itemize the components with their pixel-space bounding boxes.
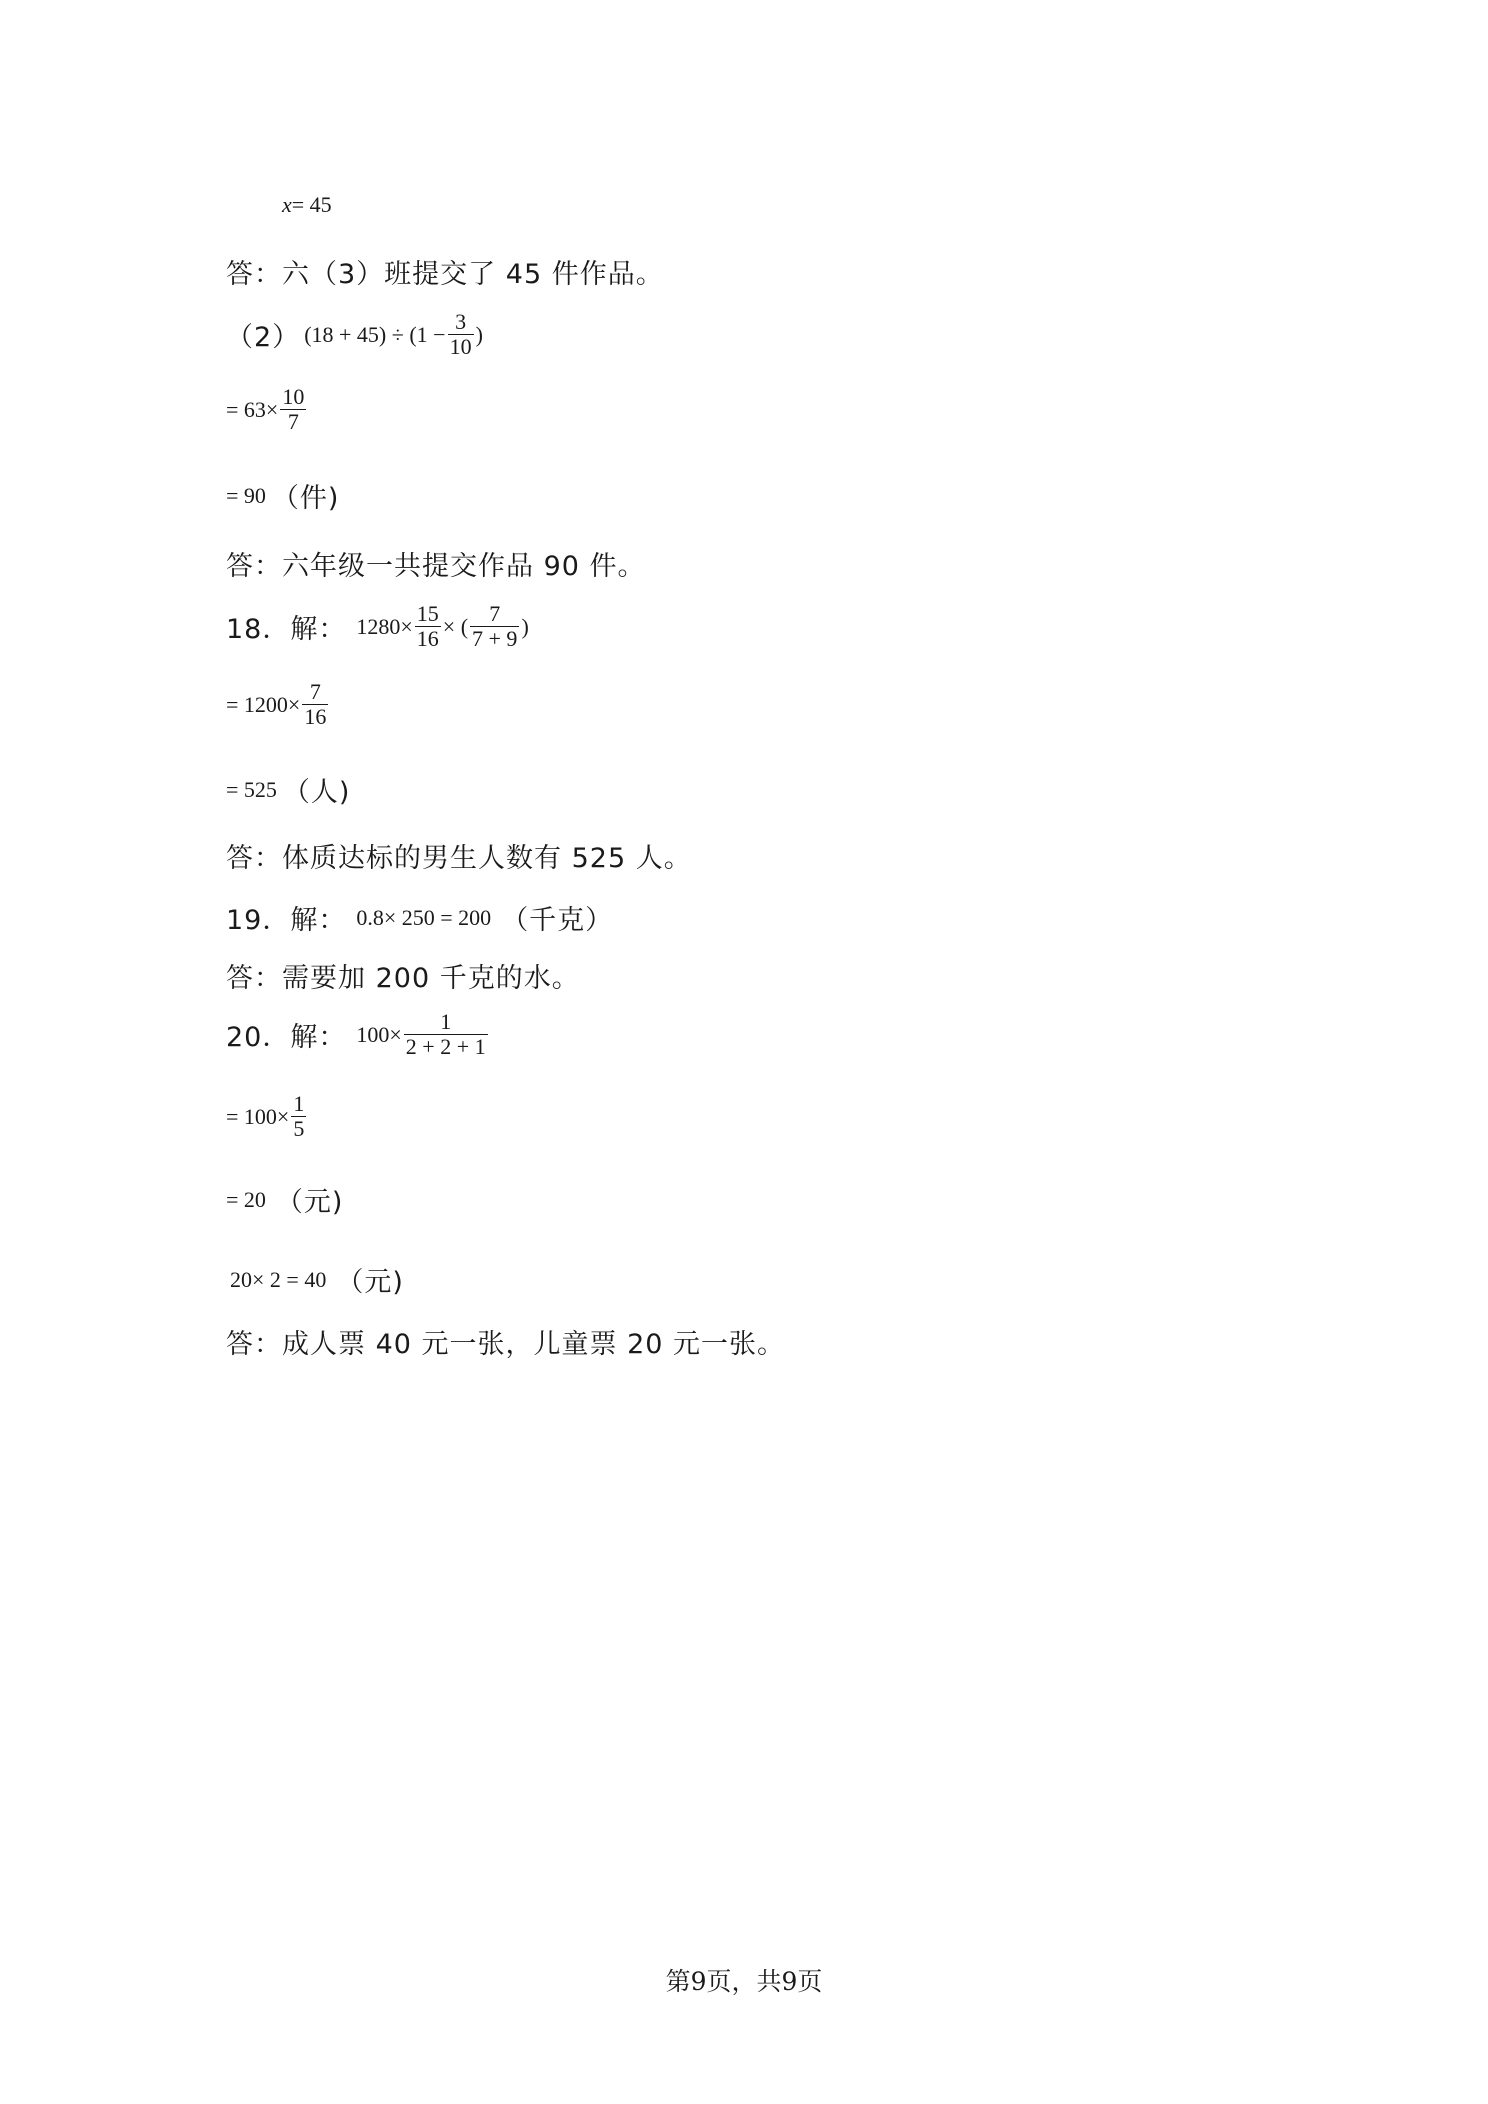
expression-text: 0.8× 250 = 200	[356, 904, 492, 930]
equation-line	[226, 1092, 308, 1141]
equation-text: = 63×	[226, 396, 279, 422]
equation-line	[226, 385, 308, 434]
equation-text: = 100×	[226, 1103, 290, 1129]
equation-line	[282, 192, 332, 218]
variable: x	[282, 192, 292, 217]
fraction-numerator: 3	[455, 309, 467, 334]
question-label: 18．解：	[226, 614, 347, 645]
equation-text: = 45	[291, 192, 332, 217]
fraction-denominator: 7	[287, 409, 299, 434]
expression-text: 1280×	[356, 613, 413, 639]
fraction	[302, 680, 328, 729]
fraction-denominator: 7 + 9	[472, 626, 518, 651]
fraction	[470, 602, 519, 651]
fraction	[448, 310, 474, 359]
equation-text: = 1200×	[226, 691, 301, 717]
question-label: 19．解：	[226, 905, 347, 936]
fraction-numerator: 15	[416, 601, 439, 626]
expression-text: × (	[442, 613, 469, 639]
equation-line	[226, 1180, 343, 1219]
fraction-denominator: 10	[449, 334, 472, 359]
equation-text: 20× 2 = 40	[230, 1266, 327, 1292]
equation-line	[230, 1260, 404, 1299]
question-label: （2）	[226, 322, 301, 353]
fraction-denominator: 16	[304, 704, 327, 729]
expression-text: )	[475, 321, 483, 347]
equation-text: = 20	[226, 1186, 266, 1212]
fraction-denominator: 2 + 2 + 1	[405, 1034, 486, 1059]
fraction-numerator: 1	[440, 1009, 452, 1034]
equation-line	[226, 476, 339, 515]
answer-line: 答：体质达标的男生人数有 525 人。	[226, 843, 692, 874]
answer-line: 答：六年级一共提交作品 90 件。	[226, 551, 646, 582]
unit-label: （千克）	[501, 905, 614, 936]
fraction-numerator: 1	[293, 1091, 305, 1116]
fraction-numerator: 7	[309, 679, 321, 704]
equation-line	[226, 680, 330, 729]
expression-text: (18 + 45) ÷ (1 −	[304, 321, 446, 347]
fraction	[404, 1010, 488, 1059]
fraction	[415, 602, 441, 651]
fraction-denominator: 5	[293, 1116, 305, 1141]
equation-line	[226, 770, 350, 809]
unit-label: （件)	[271, 483, 340, 514]
page-number-footer: 第9页，共9页	[665, 1967, 823, 1996]
question-line	[226, 602, 529, 651]
unit-label: （元)	[336, 1267, 404, 1298]
question-line	[226, 1010, 490, 1059]
fraction-numerator: 10	[282, 384, 305, 409]
unit-label: （人)	[282, 777, 351, 808]
expression-text: )	[521, 613, 529, 639]
fraction-numerator: 7	[489, 601, 501, 626]
unit-label: （元)	[275, 1187, 344, 1218]
equation-text: = 90	[226, 482, 266, 508]
answer-line: 答：成人票 40 元一张，儿童票 20 元一张。	[226, 1329, 786, 1360]
equation-text: = 525	[226, 776, 277, 802]
question-line	[226, 310, 483, 359]
fraction	[291, 1092, 306, 1141]
fraction-denominator: 16	[416, 626, 439, 651]
expression-text: 100×	[356, 1021, 402, 1047]
fraction	[280, 385, 306, 434]
question-label: 20．解：	[226, 1022, 347, 1053]
question-line	[226, 898, 613, 937]
answer-line: 答：六（3）班提交了 45 件作品。	[226, 259, 664, 290]
answer-line: 答：需要加 200 千克的水。	[226, 963, 580, 994]
